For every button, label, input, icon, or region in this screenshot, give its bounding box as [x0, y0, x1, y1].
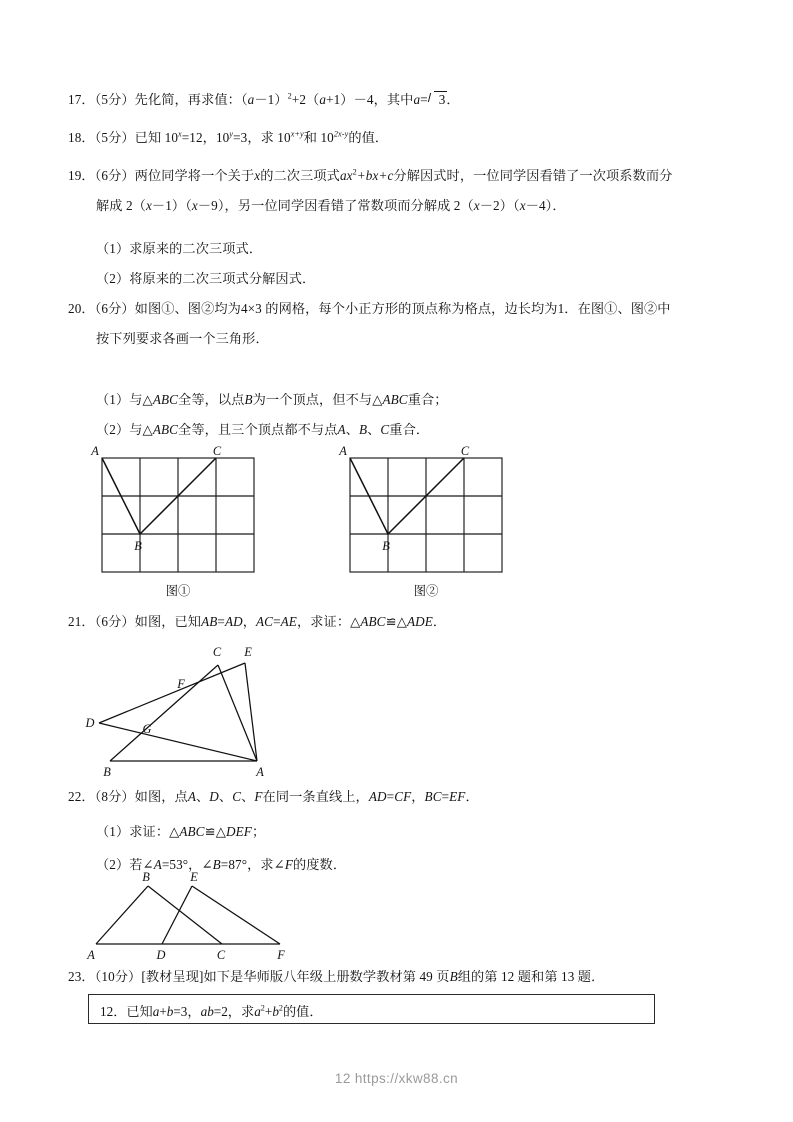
fig2-label-C: C [460, 444, 470, 458]
excerpt-t5: + [264, 1004, 273, 1019]
textbook-excerpt-text [100, 1001, 323, 1020]
q19-l2v1: x [145, 198, 152, 213]
q21-label-D: D [85, 716, 95, 730]
q22-dot: ． [81, 789, 95, 804]
q18-sup1: x [178, 129, 182, 139]
q21-s2: AD [224, 614, 243, 629]
q21-t7: ． [432, 614, 447, 629]
q19-var-x: x [254, 168, 261, 183]
q22-s1: AD [368, 789, 387, 804]
q20-marks: （6分） [94, 301, 135, 316]
q18-t3: =3，求 10 [233, 130, 291, 145]
q20-number: 20 [68, 301, 82, 316]
question-20-line1 [68, 299, 671, 319]
q22-l1c: 、 [218, 789, 233, 804]
question-20-sub1 [96, 390, 448, 410]
q21-t2: = [217, 614, 225, 629]
q19-l2v2: x [191, 198, 198, 213]
q22-label-F: F [277, 948, 285, 962]
question-19-sub2: （2）将原来的二次三项式分解因式． [96, 271, 316, 286]
excerpt-v4: a [254, 1004, 261, 1019]
figure-2-grid [336, 446, 516, 581]
q21-t6: ≌△ [385, 614, 407, 629]
q22-s1b: ≌△ [204, 824, 226, 839]
q20-s2c: 、 [345, 422, 359, 437]
q22-s2: CF [394, 789, 412, 804]
q22-s2s1: A [153, 857, 162, 872]
q22-s2s3: F [284, 857, 293, 872]
q20-dot: ． [81, 301, 95, 316]
q23-number: 23 [68, 969, 82, 984]
q21-label-E: E [244, 645, 252, 659]
q17-var-a3: a [413, 92, 421, 107]
excerpt-sup1: 2 [260, 1003, 265, 1013]
q22-l1g: ， [411, 789, 425, 804]
q22-label-B: B [142, 870, 150, 884]
question-20-sub2 [96, 420, 429, 440]
q22-l1a: 如图，点 [134, 789, 188, 804]
fig2-label-B: B [382, 539, 390, 553]
question-17 [68, 90, 460, 110]
q21-label-B: B [103, 765, 111, 779]
excerpt-number: 12． [100, 1004, 127, 1019]
q20-s2e: 重合． [389, 422, 430, 437]
figure-1-grid [88, 446, 268, 581]
q22-marks: （8分） [94, 789, 135, 804]
q23-text2: 组的第 12 题和第 13 题． [457, 969, 605, 984]
excerpt-v5: b [272, 1004, 279, 1019]
q20-s1b: 全等，以点 [178, 392, 245, 407]
question-19-sub1: （1）求原来的二次三项式． [96, 241, 263, 256]
q22-label-C: C [216, 948, 226, 962]
figure-2-caption: 图② [413, 584, 439, 598]
q17-expr-d: +1） [326, 92, 354, 107]
q21-number: 21 [68, 614, 82, 629]
q20-s1t3: ABC [382, 392, 408, 407]
q19-number: 19 [68, 168, 82, 183]
q22-s1a: （1）求证：△ [96, 824, 180, 839]
q19-l2e: －4）． [525, 198, 566, 213]
q19-l2b: －1）（ [151, 198, 192, 213]
q22-l1b: 、 [195, 789, 210, 804]
q19-poly-b: +bx+c [356, 168, 394, 183]
question-19-line1 [68, 166, 672, 186]
excerpt-t3: =3， [173, 1004, 201, 1019]
q21-label-A: A [256, 765, 264, 779]
q21-t3: ， [242, 614, 257, 629]
figure-q22 [82, 872, 297, 962]
excerpt-v1: a [152, 1004, 160, 1019]
q17-var-a1: a [247, 92, 255, 107]
question-23 [68, 967, 604, 987]
q23-marks: （10分） [94, 969, 142, 984]
q22-s2b: =53°，∠ [161, 857, 213, 872]
q22-s2s2: B [212, 857, 221, 872]
q18-t4: 和 10 [303, 130, 334, 145]
q21-label-C: C [212, 645, 222, 659]
q17-dot: ． [81, 92, 95, 107]
q22-s2c: =87°，求∠ [220, 857, 285, 872]
q18-t2: =12，10 [181, 130, 230, 145]
page-footer: 12 https://xkw88.cn [334, 1071, 459, 1086]
q19-l2v3: x [473, 198, 480, 213]
q22-s2a: （2）若∠ [96, 857, 154, 872]
question-22-sub1 [96, 822, 265, 842]
q17-radicand: 3 [438, 92, 446, 107]
q22-l1h: = [441, 789, 450, 804]
q20-s1c: 为一个顶点，但不与△ [252, 392, 383, 407]
excerpt-t2: + [159, 1004, 167, 1019]
q19-l2v4: x [519, 198, 526, 213]
q22-s2d: 的度数． [292, 857, 347, 872]
q19-marks: （6分） [94, 168, 135, 183]
q18-t5: 的值． [348, 130, 389, 145]
q22-s3: BC [424, 789, 442, 804]
q20-s1a: （1）与△ [96, 392, 153, 407]
q21-s5: ABC [360, 614, 386, 629]
q17-period: ． [446, 92, 460, 107]
q19-l2c: －9），另一位同学因看错了常数项而分解成 2（ [197, 198, 474, 213]
q17-exponent: 2 [287, 91, 292, 101]
excerpt-sup2: 2 [278, 1003, 283, 1013]
q17-equals: = [420, 92, 428, 107]
question-18 [68, 128, 388, 148]
q21-s6: ADE [406, 614, 433, 629]
q20-s2b: 全等，且三个顶点都不与点 [178, 422, 338, 437]
figure-q21 [85, 643, 285, 778]
excerpt-v3: ab [200, 1004, 214, 1019]
q22-p4: F [254, 789, 263, 804]
q22-l1e: 在同一条直线上， [262, 789, 369, 804]
q20-s1t2: B [244, 392, 253, 407]
q20-l1: 如图①、图②均为4×3 的网格，每个小正方形的顶点称为格点，边长均为1．在图①、图②中 [134, 301, 671, 316]
q22-l1i: ． [465, 789, 479, 804]
fig1-label-B: B [134, 539, 142, 553]
q18-sup2: y [229, 129, 234, 139]
q19-poly-sup: 2 [352, 167, 357, 177]
q18-marks: （5分） [94, 130, 135, 145]
q20-s2t1: ABC [152, 422, 179, 437]
q19-dot: ． [81, 168, 95, 183]
q22-s1s2: DEF [226, 824, 252, 839]
q23-tag: [教材呈现] [141, 969, 204, 984]
q18-t1: 已知 10 [134, 130, 179, 145]
excerpt-t4: =2，求 [213, 1004, 255, 1019]
q17-marks: （5分） [94, 92, 135, 107]
q18-dot: ． [81, 130, 95, 145]
q21-s4: AE [280, 614, 297, 629]
q22-s1c: ； [251, 824, 266, 839]
q19-l1b: 的二次三项式 [260, 168, 340, 183]
q20-s2t2: A [337, 422, 346, 437]
q21-t1: 如图，已知 [134, 614, 202, 629]
question-20-line2: 按下列要求各画一个三角形． [96, 331, 269, 346]
q22-p1: A [187, 789, 196, 804]
q21-label-G: G [142, 722, 152, 736]
q18-sup4: 2x-y [333, 129, 349, 139]
excerpt-v2: b [166, 1004, 174, 1019]
q19-l1a: 两位同学将一个关于 [134, 168, 255, 183]
q17-expr-b: －1） [254, 92, 288, 107]
q21-t5: ，求证：△ [296, 614, 361, 629]
q20-s2t3: B [358, 422, 368, 437]
q17-number: 17 [68, 92, 82, 107]
excerpt-t6: 的值． [283, 1004, 323, 1019]
question-19-line2 [96, 196, 566, 216]
q17-lead: 先化简，再求值： [134, 92, 241, 107]
q19-l2a: 解成 2（ [96, 198, 146, 213]
fig2-label-A: A [339, 444, 347, 458]
q21-dot: ． [81, 614, 95, 629]
q20-s1d: 重合； [407, 392, 448, 407]
q22-p3: C [232, 789, 242, 804]
question-22-line1 [68, 787, 479, 807]
q22-segments [96, 886, 280, 944]
q17-expr-c: +2（ [291, 92, 320, 107]
q21-s1: AB [201, 614, 218, 629]
q20-s2t4: C [380, 422, 390, 437]
q21-label-F: F [177, 677, 185, 691]
q18-number: 18 [68, 130, 82, 145]
q17-var-a2: a [319, 92, 327, 107]
q22-p2: D [209, 789, 219, 804]
square-root-icon [428, 90, 447, 110]
q19-l2d: －2）（ [479, 198, 520, 213]
q22-s4: EF [449, 789, 466, 804]
q22-label-D: D [156, 948, 166, 962]
q19-poly-a: ax [339, 168, 353, 183]
excerpt-t1: 已知 [126, 1004, 153, 1019]
q22-label-A: A [87, 948, 95, 962]
q21-marks: （6分） [94, 614, 135, 629]
q22-s1s1: ABC [179, 824, 205, 839]
q23-group: B [449, 969, 458, 984]
figure-1-caption: 图① [165, 584, 191, 598]
q21-s3: AC [256, 614, 274, 629]
q22-number: 22 [68, 789, 82, 804]
q22-label-E: E [190, 870, 198, 884]
fig1-label-A: A [91, 444, 99, 458]
q19-l1c: 分解因式时，一位同学因看错了一次项系数而分 [393, 168, 673, 183]
q20-s1t1: ABC [152, 392, 179, 407]
q23-text: 如下是华师版八年级上册数学教材第 49 页 [203, 969, 450, 984]
q18-sup3: x+y [290, 129, 304, 139]
q17-expr-e: －4，其中 [353, 92, 414, 107]
q23-dot: ． [81, 969, 95, 984]
fig1-label-C: C [212, 444, 222, 458]
q20-s2a: （2）与△ [96, 422, 153, 437]
q22-l1f: = [386, 789, 395, 804]
q21-t4: = [273, 614, 281, 629]
q20-s2d: 、 [367, 422, 381, 437]
q17-expr-a: （ [240, 92, 248, 107]
question-21 [68, 612, 446, 632]
q22-l1d: 、 [241, 789, 255, 804]
